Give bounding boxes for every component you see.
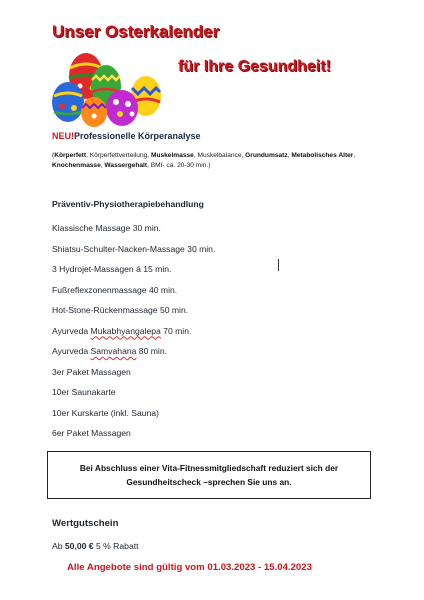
treatment-text: Shiatsu-Schulter-Nacken-Massage 30 min. [52, 243, 216, 254]
treatment-text: Hot-Stone-Rückenmassage 50 min. [52, 305, 189, 315]
treatment-term: Samvahana [90, 346, 137, 356]
treatment-text: 80 min. [136, 346, 167, 356]
treatment-text: 3er Paket Massagen [52, 366, 131, 377]
analysis-detail-segment: , Muskelbalance, [193, 152, 246, 159]
treatments-heading: Präventiv-Physiotherapiebehandlung [52, 199, 204, 209]
membership-notice-box [47, 451, 371, 499]
analysis-details [52, 151, 392, 171]
treatment-text: Fußreflexzonenmassage 40 min. [52, 284, 178, 295]
treatment-item [52, 263, 215, 284]
analysis-detail-segment: Metabolisches Alter [291, 152, 354, 159]
analysis-detail-segment: Grundumsatz [245, 152, 288, 159]
treatment-text: Klassische Massage 30 min. [52, 223, 161, 233]
treatment-text: Ayurveda [52, 346, 91, 356]
treatment-item [52, 407, 215, 428]
page-subtitle: für Ihre Gesundheit! [178, 58, 331, 75]
analysis-detail-segment: Muskelmasse [150, 152, 194, 159]
treatment-item [52, 304, 215, 325]
analysis-detail-segment: , [100, 162, 105, 169]
treatment-item [52, 366, 215, 387]
page-title: Unser Osterkalender [52, 22, 220, 41]
analysis-detail-segment: , BMI- ca. 20-30 min.) [147, 162, 211, 169]
validity-note: Alle Angebote sind gültig vom 01.03.2023 - 15.04.2023 [67, 562, 312, 573]
treatment-item [52, 284, 215, 305]
analysis-detail-segment: Wassergehalt [104, 162, 148, 169]
treatment-item [52, 222, 215, 243]
treatment-text: 10er Kurskarte (inkl. Sauna) [52, 407, 159, 418]
treatment-item [52, 386, 215, 407]
analysis-detail-segment: Körperfett [54, 152, 87, 159]
voucher-pre: Ab [52, 541, 65, 551]
analysis-detail-segment: , [353, 152, 356, 159]
analysis-detail-segment: Knochenmasse [52, 162, 101, 169]
treatment-term: Mukabhyangalepa [90, 325, 161, 336]
voucher-post: 5 % Rabatt [93, 541, 139, 551]
text-cursor [278, 259, 279, 271]
analysis-detail-segment: ( [52, 152, 55, 159]
analysis-detail-segment: , [287, 152, 292, 159]
voucher-heading: Wertgutschein [52, 518, 119, 529]
analysis-title: Professionelle Körperanalyse [74, 131, 201, 141]
treatment-item [52, 325, 215, 346]
treatment-text: 10er Saunakarte [52, 387, 116, 397]
voucher-discount [52, 541, 139, 551]
analysis-heading [52, 131, 201, 141]
membership-notice: Bei Abschluss einer Vita-Fitnessmitgliedschaft reduziert sich der Gesundheitscheck –sprechen Sie uns an. [79, 463, 339, 487]
analysis-detail-segment: , Körperfettverteilung, [86, 152, 151, 159]
treatment-text: 3 Hydrojet-Massagen á 15 min. [52, 264, 172, 274]
easter-eggs-illustration [46, 46, 170, 128]
treatment-text: 6er Paket Massagen [52, 428, 131, 438]
treatment-item [52, 427, 215, 448]
treatment-item [52, 345, 215, 366]
new-badge: NEU! [52, 131, 74, 141]
treatment-text: 70 min. [160, 325, 192, 336]
treatment-item [52, 243, 215, 264]
treatment-list [52, 222, 215, 448]
voucher-amount: 50,00 € [64, 541, 94, 551]
treatment-text: Ayurveda [52, 325, 91, 336]
